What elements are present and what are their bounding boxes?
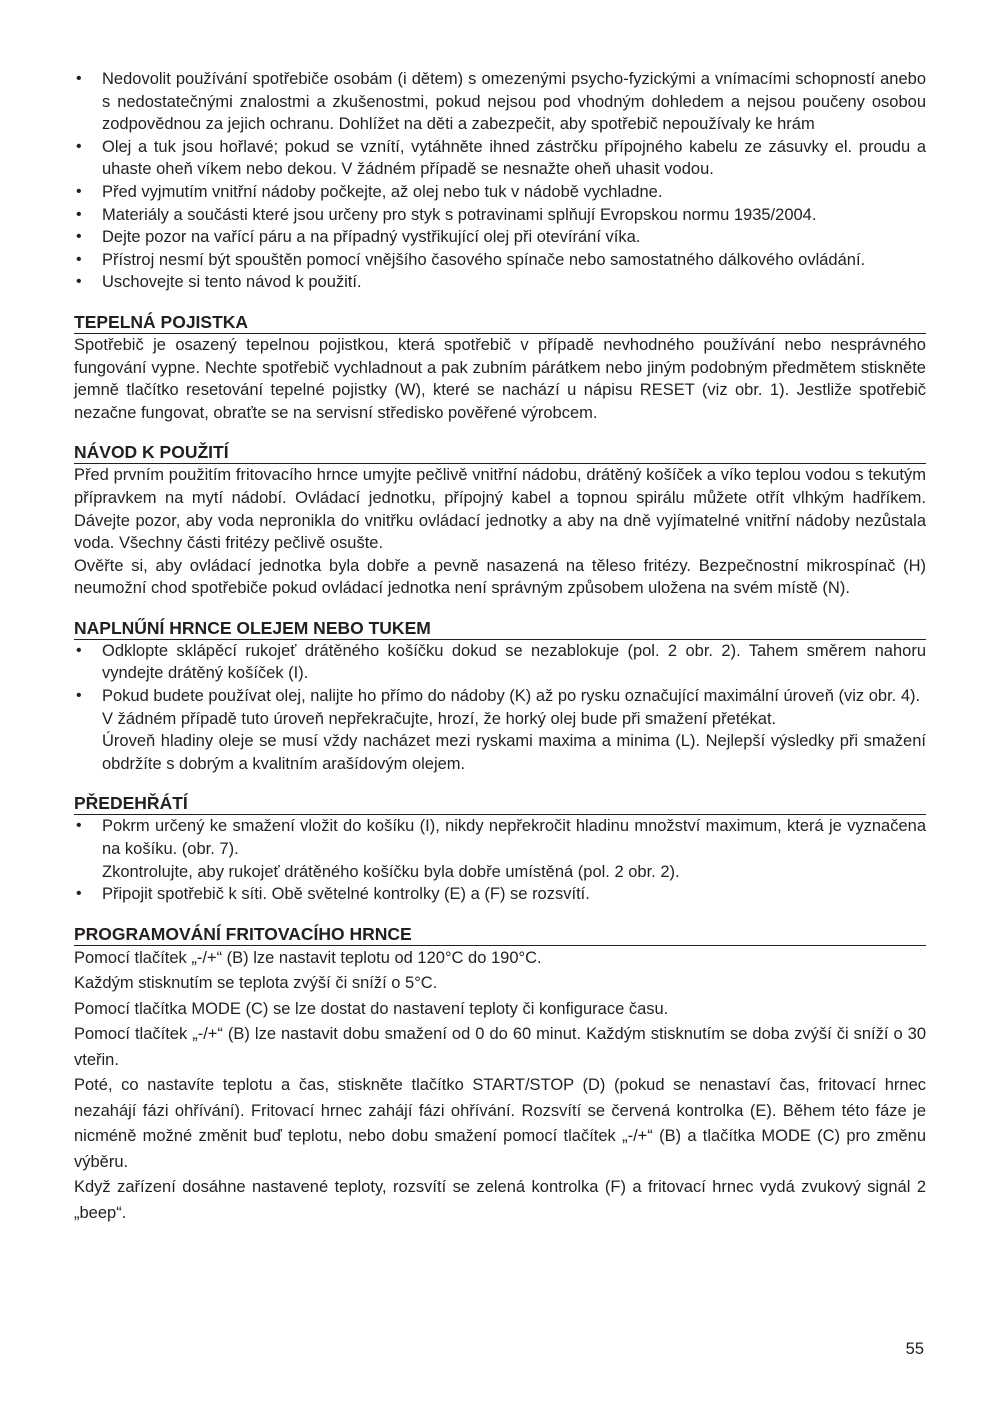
list-item (74, 204, 926, 227)
list-item (74, 249, 926, 272)
list-item (74, 68, 926, 136)
list-item (74, 883, 926, 906)
paragraph: Před prvním použitím fritovacího hrnce umyjte pečlivě vnitřní nádobu, drátěný košíček a víko teplou vodou s tekutým přípravkem na mytí nádobí. Ovládací jednotku, přípojný kabel a topnou spirálu můžete otřít vlhkým hadříkem. Dávejte pozor, aby voda nepronikla do vnitřku ovládací jednotky a aby na dně vyjímatelné vnitřní nádoby nezůstala voda. Všechny části fritézy pečlivě osušte. (74, 466, 926, 553)
list-item (74, 815, 926, 883)
paragraph: Když zařízení dosáhne nastavené teploty, rozsvítí se zelená kontrolka (F) a fritovací hrnec vydá zvukový signál 2 „beep“. (74, 1178, 926, 1222)
bullet-text: • Odklopte sklápěcí rukojeť drátěného košíčku dokud se nezablokuje (pol. 2 obr. 2). Tahem směrem nahoru vyndejte drátěný košíček (I). (102, 641, 926, 683)
bullet-text: • Před vyjmutím vnitřní nádoby počkejte, až olej nebo tuk v nádobě vychladne. (102, 182, 663, 201)
list-item (74, 685, 926, 775)
page-number: 55 (905, 1340, 924, 1358)
page-content (74, 68, 926, 1226)
paragraph: Pomocí tlačítek „-/+“ (B) lze nastavit teplotu od 120°C do 190°C. (74, 948, 542, 967)
bullet-text: • Pokrm určený ke smažení vložit do košíku (I), nikdy nepřekročit hladinu množství maximum, která je vyznačena na košíku. (obr. 7). (102, 817, 926, 859)
bullet-text: • Přístroj nesmí být spouštěn pomocí vnějšího časového spínače nebo samostatného dálkového ovládání. (102, 250, 866, 269)
paragraph: Každým stisknutím se teplota zvýší či sníží o 5°C. (74, 974, 438, 993)
list-item (74, 271, 926, 294)
bullet-text: • Připojit spotřebič k síti. Obě světelné kontrolky (E) a (F) se rozsvítí. (102, 885, 590, 904)
bullet-continuation: Zkontrolujte, aby rukojeť drátěného košíčku byla dobře umístěná (pol. 2 obr. 2). (102, 862, 680, 881)
list-item (74, 640, 926, 685)
section-preheating (74, 792, 926, 905)
filling-bullet-list (74, 640, 926, 776)
bullet-text: • Uschovejte si tento návod k použití. (102, 273, 362, 292)
safety-bullet-list (74, 68, 926, 294)
list-item (74, 136, 926, 181)
paragraph: Pomocí tlačítek „-/+“ (B) lze nastavit dobu smažení od 0 do 60 minut. Každým stisknutím se doba zvýší či sníží o 30 vteřin. (74, 1025, 926, 1069)
list-item (74, 226, 926, 249)
section-heading: TEPELNÁ POJISTKA (74, 311, 926, 334)
bullet-continuation: Úroveň hladiny oleje se musí vždy nacházet mezi ryskami maxima a minima (L). Nejlepší výsledky při smažení obdržíte s dobrým a kvalitním arašídovým olejem. (102, 732, 926, 773)
paragraph: Ověřte si, aby ovládací jednotka byla dobře a pevně nasazená na těleso fritézy. Bezpečnostní mikrospínač (H) neumožní chod spotřebiče pokud ovládací jednotka není správným způsobem uložena na svém místě (N). (74, 556, 926, 598)
paragraph: Pomocí tlačítka MODE (C) se lze dostat do nastavení teploty či konfigurace času. (74, 999, 669, 1018)
section-heading: NAPLNŰNÍ HRNCE OLEJEM NEBO TUKEM (74, 617, 926, 640)
list-item (74, 181, 926, 204)
bullet-text: • Pokud budete používat olej, nalijte ho přímo do nádoby (K) až po rysku označující maximální úroveň (viz obr. 4). (102, 687, 921, 706)
section-filling (74, 617, 926, 776)
paragraph: Poté, co nastavíte teplotu a čas, stiskněte tlačítko START/STOP (D) (pokud se nenastaví čas, fritovací hrnec nezahájí fázi ohřívání). Fritovací hrnec zahájí fázi ohřívání. Rozsvítí se červená kontrolka (E). Během této fáze je nicméně možné změnit buď teplotu, nebo dobu smažení pomocí tlačítek „-/+“ (B) a tlačítka MODE (C) pro změnu výběru. (74, 1076, 926, 1171)
section-heading: PŘEDEHŘÁTÍ (74, 792, 926, 815)
section-heading: NÁVOD K POUŽITÍ (74, 441, 926, 464)
section-instructions (74, 441, 926, 600)
section-thermal-fuse (74, 311, 926, 424)
bullet-text: • Materiály a součásti které jsou určeny pro styk s potravinami splňují Evropskou normu 1935/2004. (102, 205, 817, 224)
bullet-continuation: V žádném případě tuto úroveň nepřekračujte, hrozí, že horký olej bude při smažení přetékat. (102, 709, 777, 728)
paragraph: Spotřebič je osazený tepelnou pojistkou, která spotřebič v případě nevhodného používání nebo nesprávného fungování vypne. Nechte spotřebič vychladnout a pak zubním párátkem nebo jiným podobným předmětem stiskněte jemně tlačítko resetování tepelné pojistky (W), které se nachází u nápisu RESET (viz obr. 1). Jestliže spotřebič nezačne fungovat, obraťte se na servisní středisko pověřené výrobcem. (74, 335, 926, 422)
section-heading: PROGRAMOVÁNÍ FRITOVACÍHO HRNCE (74, 923, 926, 946)
preheating-bullet-list (74, 815, 926, 905)
section-programming (74, 923, 926, 1227)
bullet-text: • Dejte pozor na vařící páru a na případný vystřikující olej při otevírání víka. (102, 228, 641, 247)
bullet-text: • Olej a tuk jsou hořlavé; pokud se vznítí, vytáhněte ihned zástrčku přípojného kabelu ze zásuvky el. proudu a uhaste oheň víkem nebo dekou. V žádném případě se nesnažte oheň uhasit vodou. (102, 137, 926, 179)
bullet-text: • Nedovolit používání spotřebiče osobám (i dětem) s omezenými psycho-fyzickými a vnímacími schopností anebo s nedostatečnými znalostmi a zkušenostmi, pokud nejsou pod vhodným dohledem a nejsou poučeny osobou zodpovědnou za jejich ochranu. Dohlížet na děti a zabezpečit, aby spotřebič nepoužívaly ke hrám (102, 70, 926, 134)
